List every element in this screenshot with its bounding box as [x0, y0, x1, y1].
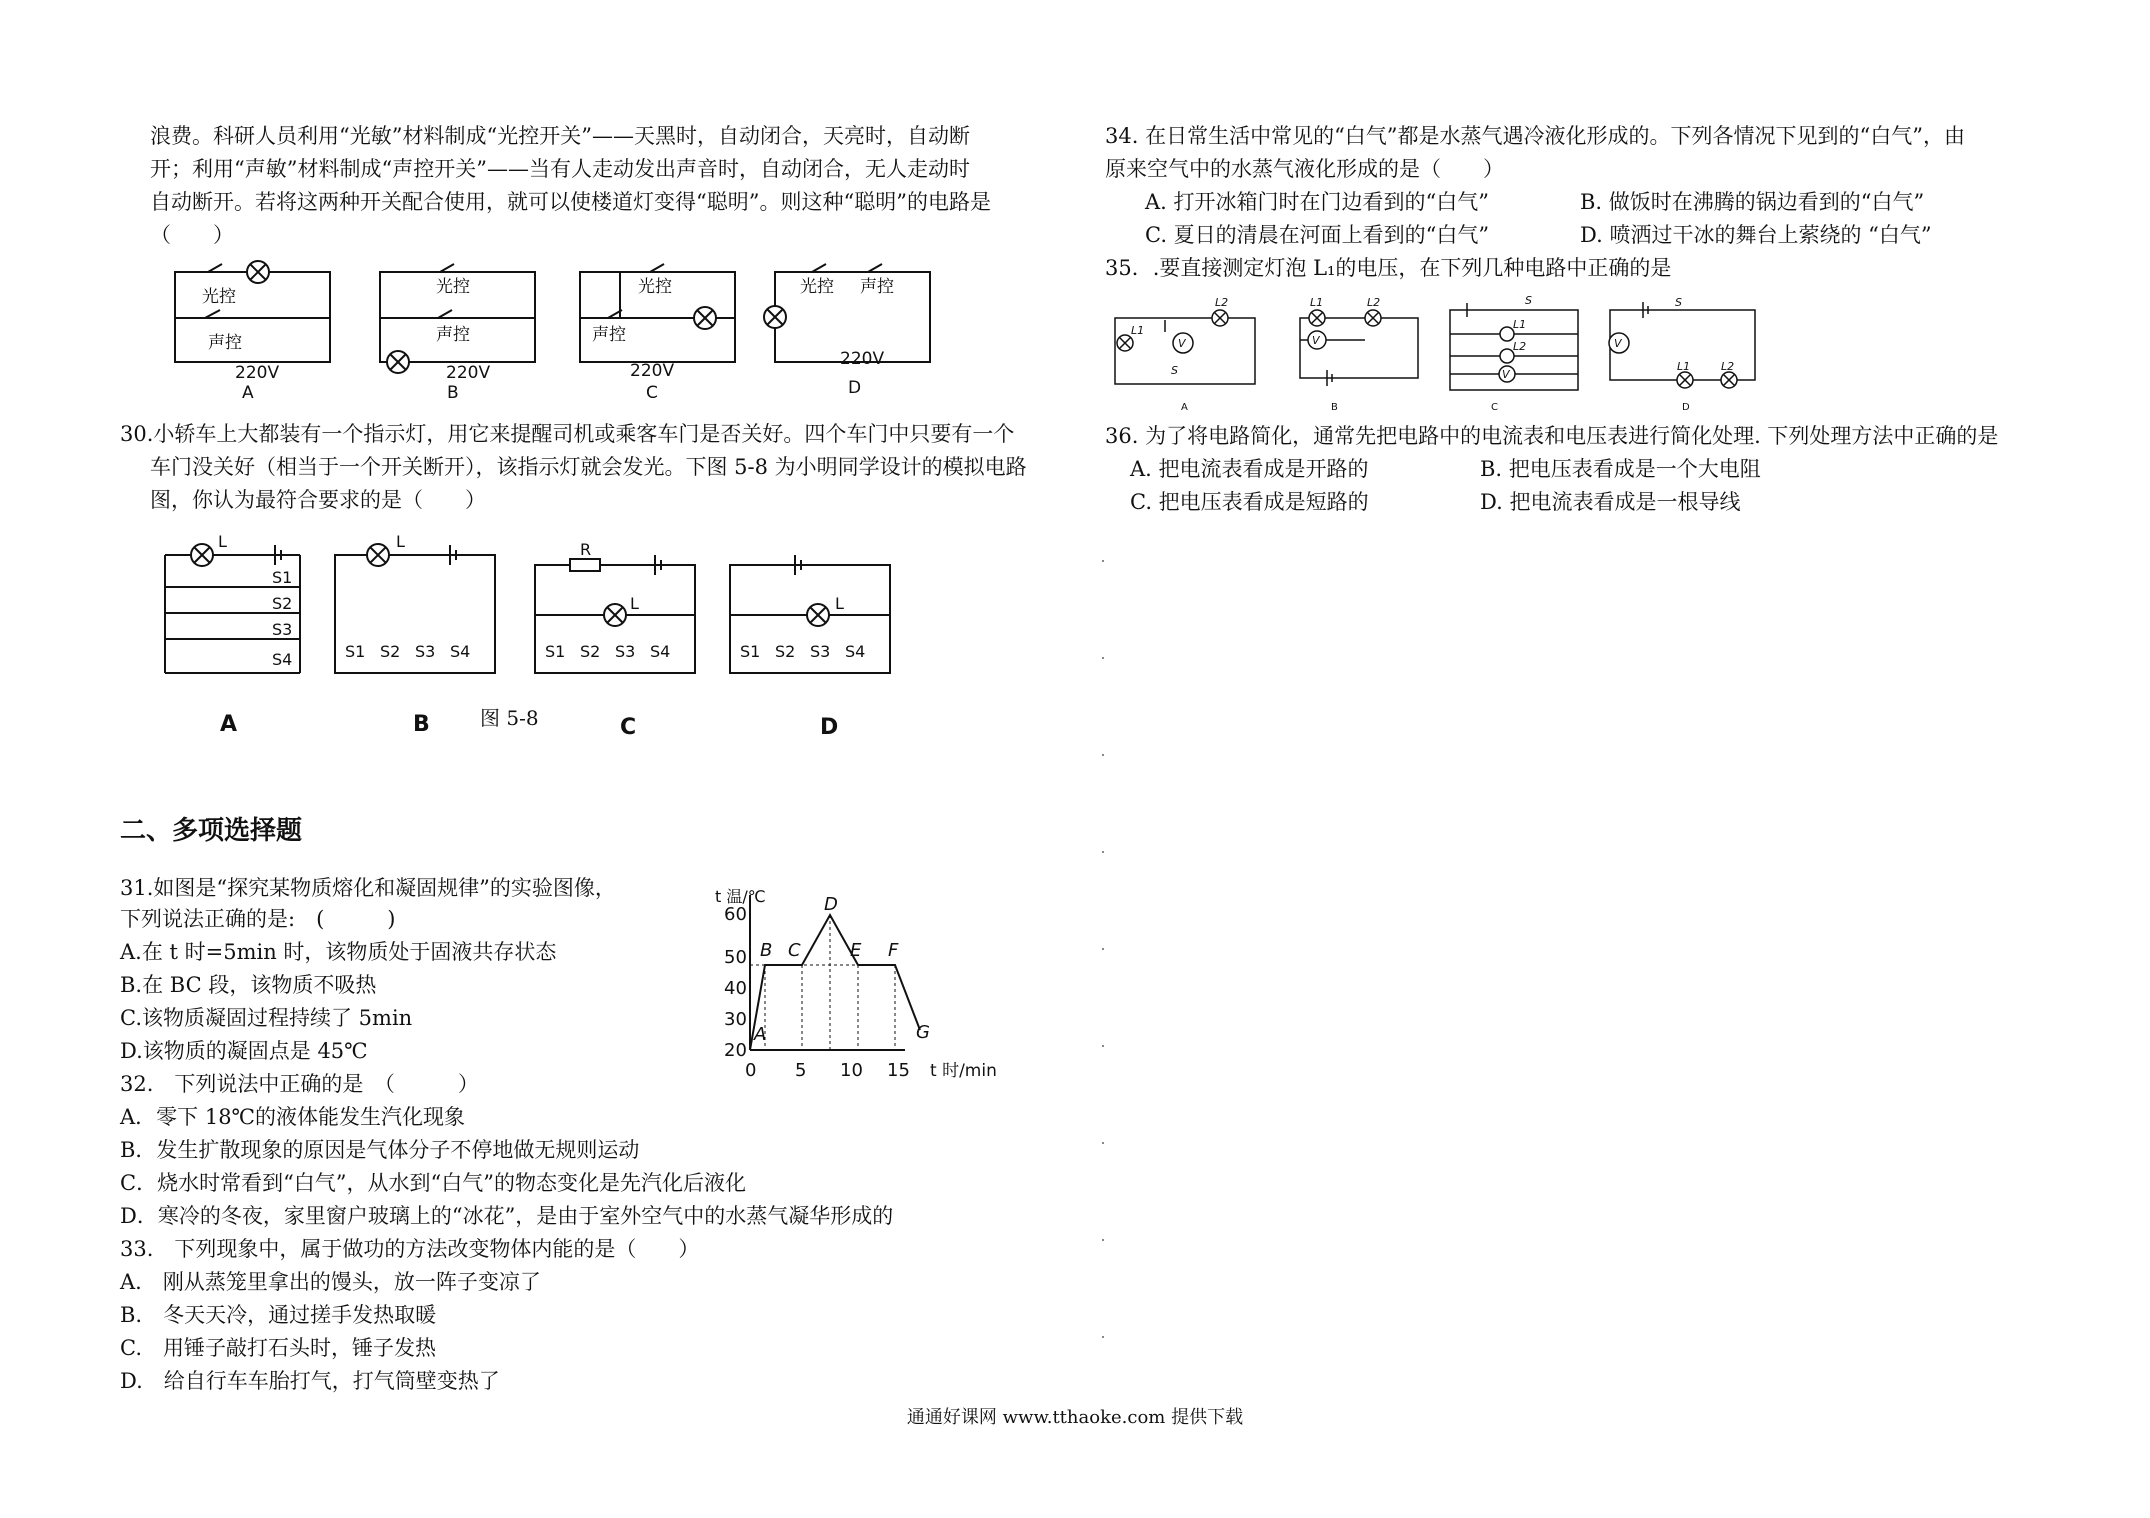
q30-c-s3: S3	[615, 642, 636, 661]
q30-c-s4: S4	[650, 642, 671, 661]
q31-option-a: A.在 t 时=5min 时，该物质处于固液共存状态	[120, 940, 557, 964]
q30-label-b: B	[413, 712, 430, 737]
q31-y-tick-60: 60	[724, 904, 747, 925]
q34-option-d: D. 喷洒过干冰的舞台上萦绕的 “白气”	[1580, 223, 1932, 247]
q36-option-a: A. 把电流表看成是开路的	[1130, 457, 1369, 481]
q30-d-s2: S2	[775, 642, 796, 661]
q29-circuit-diagrams	[160, 250, 1020, 400]
q31-point-f: F	[888, 940, 899, 961]
q35-d-meter: V	[1614, 337, 1622, 350]
q29-d-label: D	[848, 378, 862, 398]
q30-label-c: C	[620, 715, 637, 740]
q36-option-b: B. 把电压表看成是一个大电阻	[1480, 457, 1761, 481]
q31-y-tick-20: 20	[724, 1040, 747, 1061]
q33-option-b: B. 冬天天冷，通过搓手发热取暖	[120, 1303, 437, 1327]
q30-a-lamp-label: L	[218, 532, 227, 551]
q31-point-g: G	[916, 1022, 930, 1043]
q31-point-c: C	[788, 940, 801, 961]
q32-option-b: B．发生扩散现象的原因是气体分子不停地做无规则运动	[120, 1138, 640, 1162]
q29-c-label: C	[646, 383, 658, 400]
q30-c-s2: S2	[580, 642, 601, 661]
q30-b-s1: S1	[345, 642, 366, 661]
q34-option-c: C. 夏日的清晨在河面上看到的“白气”	[1145, 223, 1490, 247]
q31-option-c: C.该物质凝固过程持续了 5min	[120, 1006, 413, 1030]
q34-option-a: A. 打开冰箱门时在门边看到的“白气”	[1145, 190, 1489, 214]
q31-point-a: A	[754, 1024, 767, 1045]
q32-question: 32. 下列说法中正确的是 （ ）	[120, 1072, 479, 1096]
q31-point-d: D	[824, 894, 838, 915]
section-heading: 二、多项选择题	[120, 816, 303, 846]
q29-c-sound-switch: 声控	[592, 325, 626, 345]
q30-b-s3: S3	[415, 642, 436, 661]
q35-label-a: A	[1181, 402, 1188, 413]
q30-a-s2: S2	[272, 594, 293, 613]
q36-option-c: C. 把电压表看成是短路的	[1130, 490, 1369, 514]
q30-c-resistor-label: R	[580, 540, 592, 559]
q29-line-2: 开；利用“声敏”材料制成“声控开关”——当有人走动发出声音时，自动闭合，无人走动时	[150, 157, 970, 181]
q35-c-l2: L2	[1513, 340, 1527, 353]
q29-a-light-switch: 光控	[202, 287, 236, 307]
q35-label-d: D	[1682, 402, 1690, 413]
q32-option-d: D．寒冷的冬夜，家里窗户玻璃上的“冰花”，是由于室外空气中的水蒸气凝华形成的	[120, 1204, 894, 1228]
q29-d-voltage: 220V	[840, 349, 885, 369]
q31-x-tick-5: 5	[795, 1060, 807, 1080]
q30-line-3: 图，你认为最符合要求的是（ ）	[150, 488, 486, 512]
q35-label-c: C	[1491, 402, 1498, 413]
q31-line-1: 31.如图是“探究某物质熔化和凝固规律”的实验图像，	[120, 876, 616, 900]
q30-a-s1: S1	[272, 568, 293, 587]
q31-y-tick-40: 40	[724, 978, 747, 999]
q30-b-s2: S2	[380, 642, 401, 661]
q30-b-lamp-label: L	[396, 532, 405, 551]
q35-question: 35．.要直接测定灯泡 L₁的电压，在下列几种电路中正确的是	[1105, 256, 1672, 280]
q30-b-s4: S4	[450, 642, 471, 661]
q35-c-meter: V	[1502, 368, 1510, 381]
q30-a-s3: S3	[272, 620, 293, 639]
q29-a-sound-switch: 声控	[208, 333, 242, 353]
q31-x-tick-15: 15	[887, 1060, 910, 1080]
q31-point-b: B	[760, 940, 773, 961]
q35-circuit-diagrams	[1105, 288, 1785, 413]
q31-option-d: D.该物质的凝固点是 45℃	[120, 1039, 368, 1063]
page-footer: 通通好课网 www.tthaoke.com 提供下载	[906, 1407, 1244, 1428]
q30-d-s1: S1	[740, 642, 761, 661]
q35-label-b: B	[1331, 402, 1338, 413]
q35-d-l1: L1	[1677, 360, 1691, 373]
q31-y-tick-30: 30	[724, 1009, 747, 1030]
q34-line-2: 原来空气中的水蒸气液化形成的是（ ）	[1105, 157, 1504, 181]
q31-x-tick-0: 0	[745, 1060, 757, 1080]
q33-option-a: A. 刚从蒸笼里拿出的馒头，放一阵子变凉了	[120, 1270, 541, 1294]
q30-a-s4: S4	[272, 650, 293, 669]
q29-line-1: 浪费。科研人员利用“光敏”材料制成“光控开关”——天黑时，自动闭合，天亮时，自动断	[150, 124, 970, 148]
q35-a-meter: V	[1178, 337, 1186, 350]
q34-line-1: 34. 在日常生活中常见的“白气”都是水蒸气遇冷液化形成的。下列各情况下见到的“白气”，由	[1105, 124, 1966, 148]
q35-a-l2: L2	[1215, 296, 1229, 309]
q30-c-lamp-label: L	[630, 594, 639, 613]
q29-d-light-switch: 光控	[800, 277, 834, 297]
q30-line-1: 30.小轿车上大都装有一个指示灯，用它来提醒司机或乘客车门是否关好。四个车门中只要有一个	[120, 422, 1015, 446]
q35-b-l2: L2	[1367, 296, 1381, 309]
q30-label-a: A	[220, 712, 238, 737]
q29-c-light-switch: 光控	[638, 277, 672, 297]
q31-temperature-chart	[680, 880, 1020, 1080]
q31-chart-ylabel: t 温/℃	[715, 887, 766, 906]
q31-x-tick-10: 10	[840, 1060, 863, 1080]
q29-a-voltage: 220V	[235, 363, 280, 383]
q35-c-switch: S	[1525, 294, 1532, 307]
q31-chart-xlabel: t 时/min	[930, 1061, 997, 1080]
q36-option-d: D. 把电流表看成是一根导线	[1480, 490, 1741, 514]
q29-b-label: B	[447, 383, 459, 400]
q29-c-voltage: 220V	[630, 361, 675, 381]
q30-figure-caption: 图 5-8	[480, 706, 539, 730]
q29-d-sound-switch: 声控	[860, 277, 894, 297]
q35-b-l1: L1	[1310, 296, 1324, 309]
q31-option-b: B.在 BC 段，该物质不吸热	[120, 973, 377, 997]
q34-option-b: B. 做饭时在沸腾的锅边看到的“白气”	[1580, 190, 1925, 214]
q30-line-2: 车门没关好（相当于一个开关断开），该指示灯就会发光。下图 5-8 为小明同学设计的模拟电路	[150, 455, 1027, 479]
q29-line-3: 自动断开。若将这两种开关配合使用，就可以使楼道灯变得“聪明”。则这种“聪明”的电路是	[150, 190, 991, 214]
q30-circuit-diagrams	[160, 525, 1040, 685]
q30-d-s4: S4	[845, 642, 866, 661]
q35-a-l1: L1	[1131, 324, 1145, 337]
q32-option-a: A．零下 18℃的液体能发生汽化现象	[120, 1105, 466, 1129]
q35-d-switch: S	[1675, 296, 1682, 309]
q32-option-c: C．烧水时常看到“白气”，从水到“白气”的物态变化是先汽化后液化	[120, 1171, 747, 1195]
q30-d-s3: S3	[810, 642, 831, 661]
q29-b-light-switch: 光控	[436, 277, 470, 297]
q33-question: 33. 下列现象中，属于做功的方法改变物体内能的是（ ）	[120, 1237, 700, 1261]
q30-d-lamp-label: L	[835, 594, 844, 613]
q33-option-c: C. 用锤子敲打石头时，锤子发热	[120, 1336, 436, 1360]
q29-b-voltage: 220V	[446, 363, 491, 383]
q31-point-e: E	[850, 940, 862, 961]
q29-a-label: A	[242, 383, 254, 400]
q31-line-2: 下列说法正确的是: ( )	[120, 907, 396, 931]
q36-question: 36. 为了将电路简化，通常先把电路中的电流表和电压表进行简化处理. 下列处理方法中正确的是	[1105, 424, 1999, 448]
q35-c-l1: L1	[1513, 318, 1527, 331]
q35-a-switch: S	[1171, 364, 1178, 377]
q30-label-d: D	[820, 715, 839, 740]
column-divider	[1102, 560, 1106, 1433]
q35-d-l2: L2	[1721, 360, 1735, 373]
q35-b-meter: V	[1312, 334, 1320, 347]
q30-c-s1: S1	[545, 642, 566, 661]
q33-option-d: D. 给自行车车胎打气，打气筒壁变热了	[120, 1369, 500, 1393]
q29-line-4: （ ）	[150, 223, 234, 247]
q31-y-tick-50: 50	[724, 947, 747, 968]
q29-b-sound-switch: 声控	[436, 325, 470, 345]
